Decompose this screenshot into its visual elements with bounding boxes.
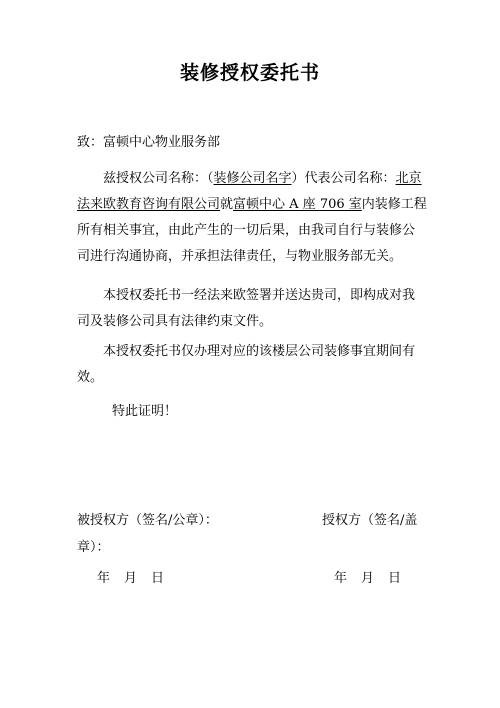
date-year-left: 年	[97, 571, 111, 586]
para3-text: 本授权委托书仅办理对应的该楼层公司装修事宜期间有效。	[77, 344, 416, 385]
para1-text-2: ）代表公司名称：	[291, 171, 396, 186]
legal-effect-paragraph	[77, 283, 427, 335]
date-day-right: 日	[388, 571, 402, 586]
validity-paragraph	[77, 339, 427, 391]
location-text: 富顿中心 A 座 706 室	[233, 197, 362, 212]
document-title: 装修授权委托书	[179, 62, 320, 84]
authorizing-party-date	[334, 566, 401, 592]
proof-statement: 特此证明！	[112, 404, 178, 419]
represented-company-part2: 法来欧教育咨询有限公司	[77, 197, 221, 212]
recipient-line: 致：富顿中心物业服务部	[77, 135, 221, 150]
decoration-company-placeholder: 装修公司名字	[213, 171, 292, 186]
authorizing-party-signature-label-wrap: 章）：	[77, 540, 110, 555]
para1-text-1: 兹授权公司名称：（	[103, 171, 214, 186]
authorized-party-date	[97, 566, 164, 592]
date-year-right: 年	[334, 571, 348, 586]
date-month-left: 月	[124, 571, 138, 586]
date-month-right: 月	[361, 571, 375, 586]
authorized-party-signature-label: 被授权方（签名/公章）：	[77, 513, 218, 528]
date-day-left: 日	[151, 571, 165, 586]
authorizing-party-signature-label: 授权方（签名/盖	[322, 513, 418, 528]
para1-text-3: 就	[220, 197, 234, 212]
represented-company-part1: 北京	[395, 171, 422, 186]
para1-text-4: 内装修工程所有相关事宜，由此产生的一切后果，由我司自行与装修公司进行沟通协商，并承担法律责任，与物业服务部无关。	[77, 197, 427, 264]
authorization-paragraph	[77, 166, 427, 270]
para2-text: 本授权委托书一经法来欧签署并送达贵司，即构成对我司及装修公司具有法律约束文件。	[77, 288, 416, 329]
